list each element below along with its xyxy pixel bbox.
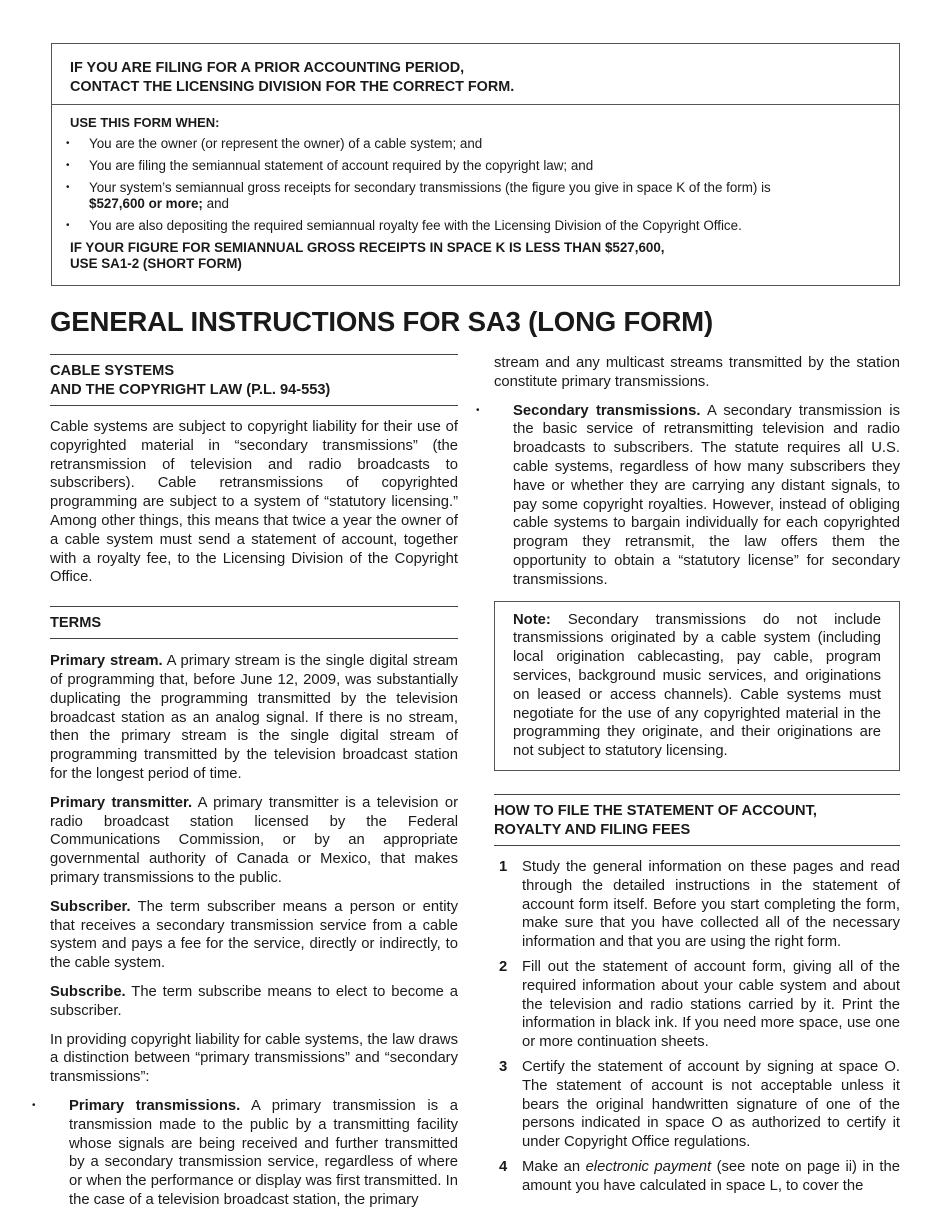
warning-line-1: IF YOU ARE FILING FOR A PRIOR ACCOUNTING PERIOD, bbox=[70, 60, 465, 76]
short-form-line-1: IF YOUR FIGURE FOR SEMIANNUAL GROSS RECEIPTS IN SPACE K IS LESS THAN $527,600, bbox=[70, 240, 665, 255]
term-text: A primary transmission is a transmission made to the public by a transmitting facility whose signals are being received and further transmitted by a secondary transmission service, regardless of where or when the performance or display was first transmitted. In the case of a television broadcast station, the primary bbox=[69, 1097, 458, 1208]
filing-step bbox=[494, 1158, 900, 1196]
warning-line-2: CONTACT THE LICENSING DIVISION FOR THE CORRECT FORM. bbox=[70, 79, 515, 95]
term-primary-transmitter bbox=[50, 794, 458, 888]
condition-item bbox=[70, 180, 881, 212]
right-column bbox=[494, 354, 900, 1201]
section-heading-copyright-law bbox=[50, 354, 458, 406]
filing-step bbox=[494, 958, 900, 1052]
step-text: Study the general information on these pages and read through the detailed instructions in the statement of account form itself. Before you start completing the form, make sure that you have collected all of the necessary information and that you are using the right form. bbox=[522, 858, 900, 951]
section-heading-how-to-file bbox=[494, 794, 900, 846]
step-text: Certify the statement of account by signing at space O. The statement of account is not acceptable unless it bears the original handwritten signature of one of the persons indicated in space O as authorized to certify it under Copyright Office regulations. bbox=[522, 1058, 900, 1151]
page-title: GENERAL INSTRUCTIONS FOR SA3 (LONG FORM) bbox=[50, 306, 713, 337]
step-number: 1 bbox=[499, 858, 508, 875]
short-form-line-2: USE SA1-2 (SHORT FORM) bbox=[70, 256, 242, 271]
term-label: Primary transmissions. bbox=[69, 1097, 241, 1114]
step-number: 2 bbox=[499, 958, 508, 975]
term-subscriber bbox=[50, 898, 458, 973]
term-primary-stream bbox=[50, 652, 458, 784]
condition-item: • You are also depositing the required semiannual royalty fee with the Licensing Division of the Copyright Office. bbox=[70, 218, 881, 234]
left-column bbox=[50, 354, 458, 1220]
term-text: The term subscriber means a person or entity that receives a secondary transmission service from a cable system and pays a fee for the service, directly or indirectly, to the cable system. bbox=[50, 898, 458, 972]
condition-text: and bbox=[206, 196, 229, 211]
term-label: Subscriber. bbox=[50, 898, 131, 915]
step-text: Make an bbox=[522, 1158, 581, 1175]
threshold-amount: $527,600 or more; bbox=[89, 196, 203, 211]
note-box bbox=[494, 601, 900, 771]
heading-line: CABLE SYSTEMS bbox=[50, 363, 175, 379]
primary-transmissions-bullet bbox=[50, 1097, 458, 1210]
filing-step bbox=[494, 858, 900, 952]
term-text: The term subscribe means to elect to become a subscriber. bbox=[50, 983, 459, 1019]
term-text: A secondary transmission is the basic service of retransmitting television and radio broadcasts to subscribers. The statute requires all U.S. cable systems, regardless of how many subscribers they have or whether they are carrying any distant signals, to pay some copyright royalties. However, instead of obliging cable systems to bargain individually for each copyrighted program they retransmit, the law offers them the opportunity to obtain a “statutory license” for secondary transmissions. bbox=[513, 402, 900, 588]
notice-box bbox=[51, 43, 900, 286]
term-label: Primary transmitter. bbox=[50, 794, 193, 811]
short-form-notice bbox=[70, 240, 881, 272]
step-text: Fill out the statement of account form, giving all of the required information about your cable system and about the television and radio stations carried by it. Print the information in black ink. If you need more space, use one or more continuation sheets. bbox=[522, 958, 900, 1051]
secondary-transmissions-bullet bbox=[494, 402, 900, 590]
heading-line: ROYALTY AND FILING FEES bbox=[494, 821, 691, 838]
term-subscribe bbox=[50, 983, 458, 1021]
note-text: Secondary transmissions do not include transmissions originated by a cable system (including local origination cablecasting, pay cable, program services, background music services, and originations on leased or access channels). Cable systems must negotiate for the use of any copyrighted material in the programming they originate, and their originations are not subject to statutory licensing. bbox=[513, 611, 881, 760]
use-conditions bbox=[52, 105, 899, 272]
condition-item: • You are the owner (or represent the owner) of a cable system; and bbox=[70, 136, 881, 152]
term-label: Secondary transmissions. bbox=[513, 402, 701, 419]
step-number: 4 bbox=[499, 1158, 508, 1175]
term-label: Primary stream. bbox=[50, 653, 163, 670]
note-label: Note: bbox=[513, 611, 551, 628]
term-label: Subscribe. bbox=[50, 983, 126, 1000]
filing-steps-list bbox=[494, 858, 900, 1196]
copyright-law-paragraph: Cable systems are subject to copyright liability for their use of copyrighted material in “secondary transmissions” (the retransmission of television and radio broadcasts to subscribers). Cable retransmissions of copyrighted programming are subject to a system of “statutory licensing.” Among other things, this means that twice a year the owner of a cable system must send a statement of account, together with a royalty fee, to the Licensing Division of the Copyright Office. bbox=[50, 419, 458, 586]
primary-transmissions-continued: stream and any multicast streams transmitted by the station constitute primary transmissions. bbox=[494, 355, 900, 390]
distinction-paragraph: In providing copyright liability for cable systems, the law draws a distinction between “primary transmissions” and “secondary transmissions”: bbox=[50, 1031, 458, 1086]
use-conditions-list bbox=[70, 136, 881, 234]
section-heading-terms: TERMS bbox=[50, 606, 458, 639]
term-text: A primary transmitter is a television or radio broadcast station licensed by the Federal Communications Commission, or by an appropriate governmental authority of Canada or Mexico, that makes primary transmissions to the public. bbox=[50, 794, 459, 886]
prior-period-warning bbox=[52, 44, 899, 105]
step-number: 3 bbox=[499, 1058, 508, 1075]
use-heading: USE THIS FORM WHEN: bbox=[70, 115, 220, 130]
heading-line: AND THE COPYRIGHT LAW (P.L. 94-553) bbox=[50, 382, 331, 398]
step-text: (see note on page ii) in the amount you have calculated in space L, to cover the bbox=[522, 1158, 900, 1194]
heading-line: HOW TO FILE THE STATEMENT OF ACCOUNT, bbox=[494, 802, 817, 819]
step-emphasis: electronic payment bbox=[585, 1158, 712, 1175]
condition-text: Your system’s semiannual gross receipts for secondary transmissions (the figure you give in space K of the form) is bbox=[89, 180, 771, 195]
condition-item: • You are filing the semiannual statement of account required by the copyright law; and bbox=[70, 158, 881, 174]
filing-step bbox=[494, 1058, 900, 1152]
term-text: A primary stream is the single digital stream of programming that, before June 12, 2009, was substantially duplicating the programming transmitted by the television broadcast station as an analog signal. If there is no stream, then the primary stream is the single digital stream of programming transmitted by the television broadcast station for the longest period of time. bbox=[50, 653, 458, 782]
